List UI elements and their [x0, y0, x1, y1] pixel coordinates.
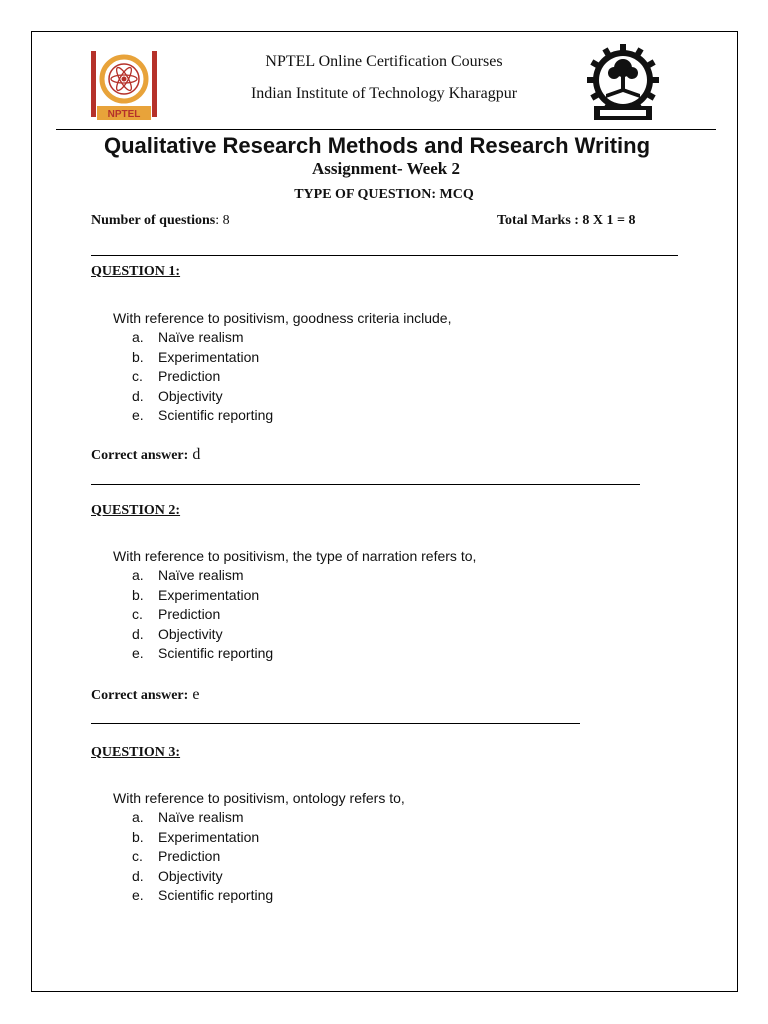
question-3-options [132, 808, 273, 906]
header-line-institute: Indian Institute of Technology Kharagpur [250, 85, 518, 102]
header-line-courses: NPTEL Online Certification Courses [265, 53, 503, 70]
number-of-questions-label: Number of questions [91, 213, 216, 228]
header-divider [56, 129, 716, 130]
question-3-stem: With reference to positivism, ontology refers to, [113, 790, 405, 806]
option-d: d. Objectivity [132, 625, 223, 642]
option-a: a. Naïve realism [132, 567, 244, 583]
total-marks: Total Marks : 8 X 1 = 8 [497, 213, 636, 228]
option-d: d. Objectivity [132, 387, 223, 404]
option-a: a. Naïve realism [132, 809, 244, 825]
option-b: b. Experimentation [132, 828, 260, 845]
option-a: a. Naïve realism [132, 329, 244, 345]
option-e: e. Scientific reporting [132, 887, 274, 903]
question-1-stem: With reference to positivism, goodness criteria include, [113, 310, 452, 326]
option-b: b. Experimentation [132, 586, 260, 603]
question-1-label: QUESTION 1: [91, 264, 181, 279]
option-c: c. Prediction [132, 606, 221, 622]
question-2-stem: With reference to positivism, the type of narration refers to, [113, 548, 477, 564]
question-2-options [132, 566, 273, 664]
document-subtitle: Assignment- Week 2 [312, 159, 460, 178]
number-of-questions-value: : 8 [215, 213, 230, 228]
section-divider [91, 255, 678, 256]
question-3-label: QUESTION 3: [91, 745, 181, 760]
question-type: TYPE OF QUESTION: MCQ [294, 187, 474, 202]
document-title: Qualitative Research Methods and Research Writing [103, 133, 651, 158]
option-d: d. Objectivity [132, 867, 223, 884]
option-e: e. Scientific reporting [132, 645, 274, 661]
option-c: c. Prediction [132, 848, 221, 864]
option-c: c. Prediction [132, 368, 221, 384]
question-1-options [132, 328, 273, 426]
question-2-divider [91, 723, 580, 724]
number-of-questions [91, 213, 230, 229]
question-1-divider [91, 484, 640, 485]
question-2-label: QUESTION 2: [91, 503, 181, 518]
question-2-answer: Correct answer: e [91, 686, 200, 703]
question-1-answer: Correct answer: d [91, 446, 201, 463]
option-e: e. Scientific reporting [132, 407, 274, 423]
option-b: b. Experimentation [132, 348, 260, 365]
nptel-logo-text: NPTEL [107, 109, 141, 120]
